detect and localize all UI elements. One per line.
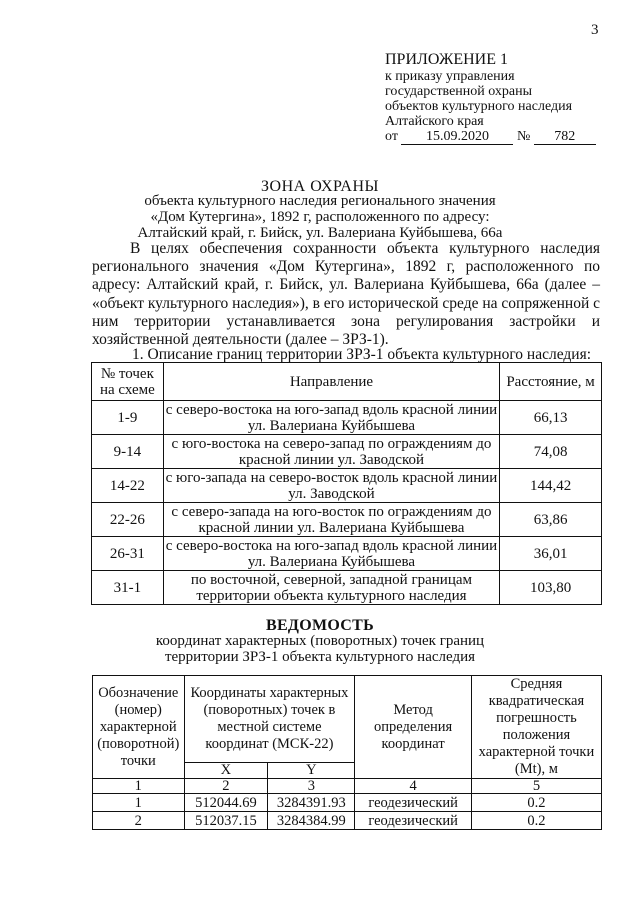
- vedomost-subtitle-line: координат характерных (поворотных) точек границ: [155, 633, 485, 649]
- body-paragraph: [92, 240, 600, 349]
- appendix-number: 782: [534, 130, 596, 145]
- appendix-title: ПРИЛОЖЕНИЕ 1: [385, 51, 509, 68]
- column-number: 1: [93, 779, 185, 794]
- table-header-row: [93, 676, 602, 763]
- header-points: № точек на схеме: [92, 363, 164, 401]
- cell-error: 0.2: [471, 812, 601, 830]
- cell-points: 1-9: [92, 401, 164, 435]
- table1-caption: 1. Описание границ территории ЗРЗ-1 объекта культурного наследия:: [132, 346, 592, 363]
- number-prefix: №: [516, 129, 531, 144]
- appendix-date-line: [385, 129, 625, 145]
- cell-direction: с северо-востока на юго-запад вдоль красной линии ул. Валериана Куйбышева: [163, 401, 499, 435]
- page-number: 3: [591, 22, 599, 38]
- coordinates-table: [92, 675, 602, 830]
- cell-direction: с юго-запада на северо-восток вдоль красной линии ул. Заводской: [163, 469, 499, 503]
- cell-distance: 74,08: [500, 435, 602, 469]
- cell-method: геодезический: [355, 794, 472, 812]
- header-y: Y: [268, 763, 355, 779]
- table-row: [93, 812, 602, 830]
- cell-distance: 103,80: [500, 571, 602, 605]
- cell-method: геодезический: [355, 812, 472, 830]
- column-number-row: [93, 779, 602, 794]
- cell-points: 14-22: [92, 469, 164, 503]
- table-row: [92, 401, 602, 435]
- header-method: Метод определения координат: [355, 676, 472, 779]
- paragraph-text: В целях обеспечения сохранности объекта культурного наследия регионального значения «Дом Кутергина», 1892 г, расположенного по адресу: Алтайский край, г. Бийск, ул. Валериана Куйбышева, 66а (далее – «объект культурного наследия»), в его исторической среде на сопряженной с ним территории устанавливается зона регулирования застройки и хозяйственной деятельности (далее – ЗРЗ-1).: [92, 240, 600, 349]
- date-prefix: от: [385, 129, 398, 144]
- cell-points: 9-14: [92, 435, 164, 469]
- cell-point-id: 2: [93, 812, 185, 830]
- cell-point-id: 1: [93, 794, 185, 812]
- table-row: [92, 571, 602, 605]
- table-row: [92, 503, 602, 537]
- cell-direction: с северо-востока на юго-запад вдоль красной линии ул. Валериана Куйбышева: [163, 537, 499, 571]
- header-coordinates: Координаты характерных (поворотных) точек в местной системе координат (МСК-22): [184, 676, 355, 763]
- zone-subtitle: [40, 193, 600, 241]
- header-error: Средняя квадратическая погрешность положения характерной точки (Mt), м: [471, 676, 601, 779]
- cell-distance: 63,86: [500, 503, 602, 537]
- cell-x: 512044.69: [184, 794, 268, 812]
- zone-subtitle-line: Алтайский край, г. Бийск, ул. Валериана Куйбышева, 66а: [137, 225, 503, 241]
- cell-distance: 66,13: [500, 401, 602, 435]
- column-number: 3: [268, 779, 355, 794]
- zone-subtitle-line: объекта культурного наследия регионального значения: [144, 193, 496, 209]
- table-header-row: [92, 363, 602, 401]
- header-x: X: [184, 763, 268, 779]
- header-direction: Направление: [163, 363, 499, 401]
- table-row: [92, 435, 602, 469]
- boundary-table: [91, 362, 602, 605]
- appendix-line: Алтайского края: [385, 114, 484, 129]
- cell-y: 3284384.99: [268, 812, 355, 830]
- cell-x: 512037.15: [184, 812, 268, 830]
- column-number: 2: [184, 779, 268, 794]
- cell-direction: по восточной, северной, западной границам территории объекта культурного наследия: [163, 571, 499, 605]
- table-row: [93, 794, 602, 812]
- appendix-block: [385, 51, 625, 145]
- appendix-date: 15.09.2020: [401, 130, 513, 145]
- cell-y: 3284391.93: [268, 794, 355, 812]
- cell-direction: с северо-запада на юго-восток по ограждениям до красной линии ул. Валериана Куйбышева: [163, 503, 499, 537]
- vedomost-subtitle-line: территории ЗРЗ-1 объекта культурного наследия: [164, 649, 476, 665]
- appendix-line: к приказу управления: [385, 69, 515, 84]
- table-row: [92, 537, 602, 571]
- appendix-line: объектов культурного наследия: [385, 99, 573, 114]
- cell-distance: 36,01: [500, 537, 602, 571]
- header-designation: Обозначение (номер) характерной (поворотной) точки: [93, 676, 185, 779]
- zone-title: ЗОНА ОХРАНЫ: [261, 178, 379, 195]
- cell-points: 31-1: [92, 571, 164, 605]
- cell-points: 26-31: [92, 537, 164, 571]
- cell-error: 0.2: [471, 794, 601, 812]
- header-distance: Расстояние, м: [500, 363, 602, 401]
- cell-points: 22-26: [92, 503, 164, 537]
- cell-direction: с юго-востока на северо-запад по ограждениям до красной линии ул. Заводской: [163, 435, 499, 469]
- zone-subtitle-line: «Дом Кутергина», 1892 г, расположенного по адресу:: [150, 209, 490, 225]
- table-row: [92, 469, 602, 503]
- vedomost-subtitle: [40, 633, 600, 665]
- column-number: 5: [471, 779, 601, 794]
- column-number: 4: [355, 779, 472, 794]
- vedomost-title: ВЕДОМОСТЬ: [265, 617, 375, 634]
- appendix-line: государственной охраны: [385, 84, 533, 99]
- cell-distance: 144,42: [500, 469, 602, 503]
